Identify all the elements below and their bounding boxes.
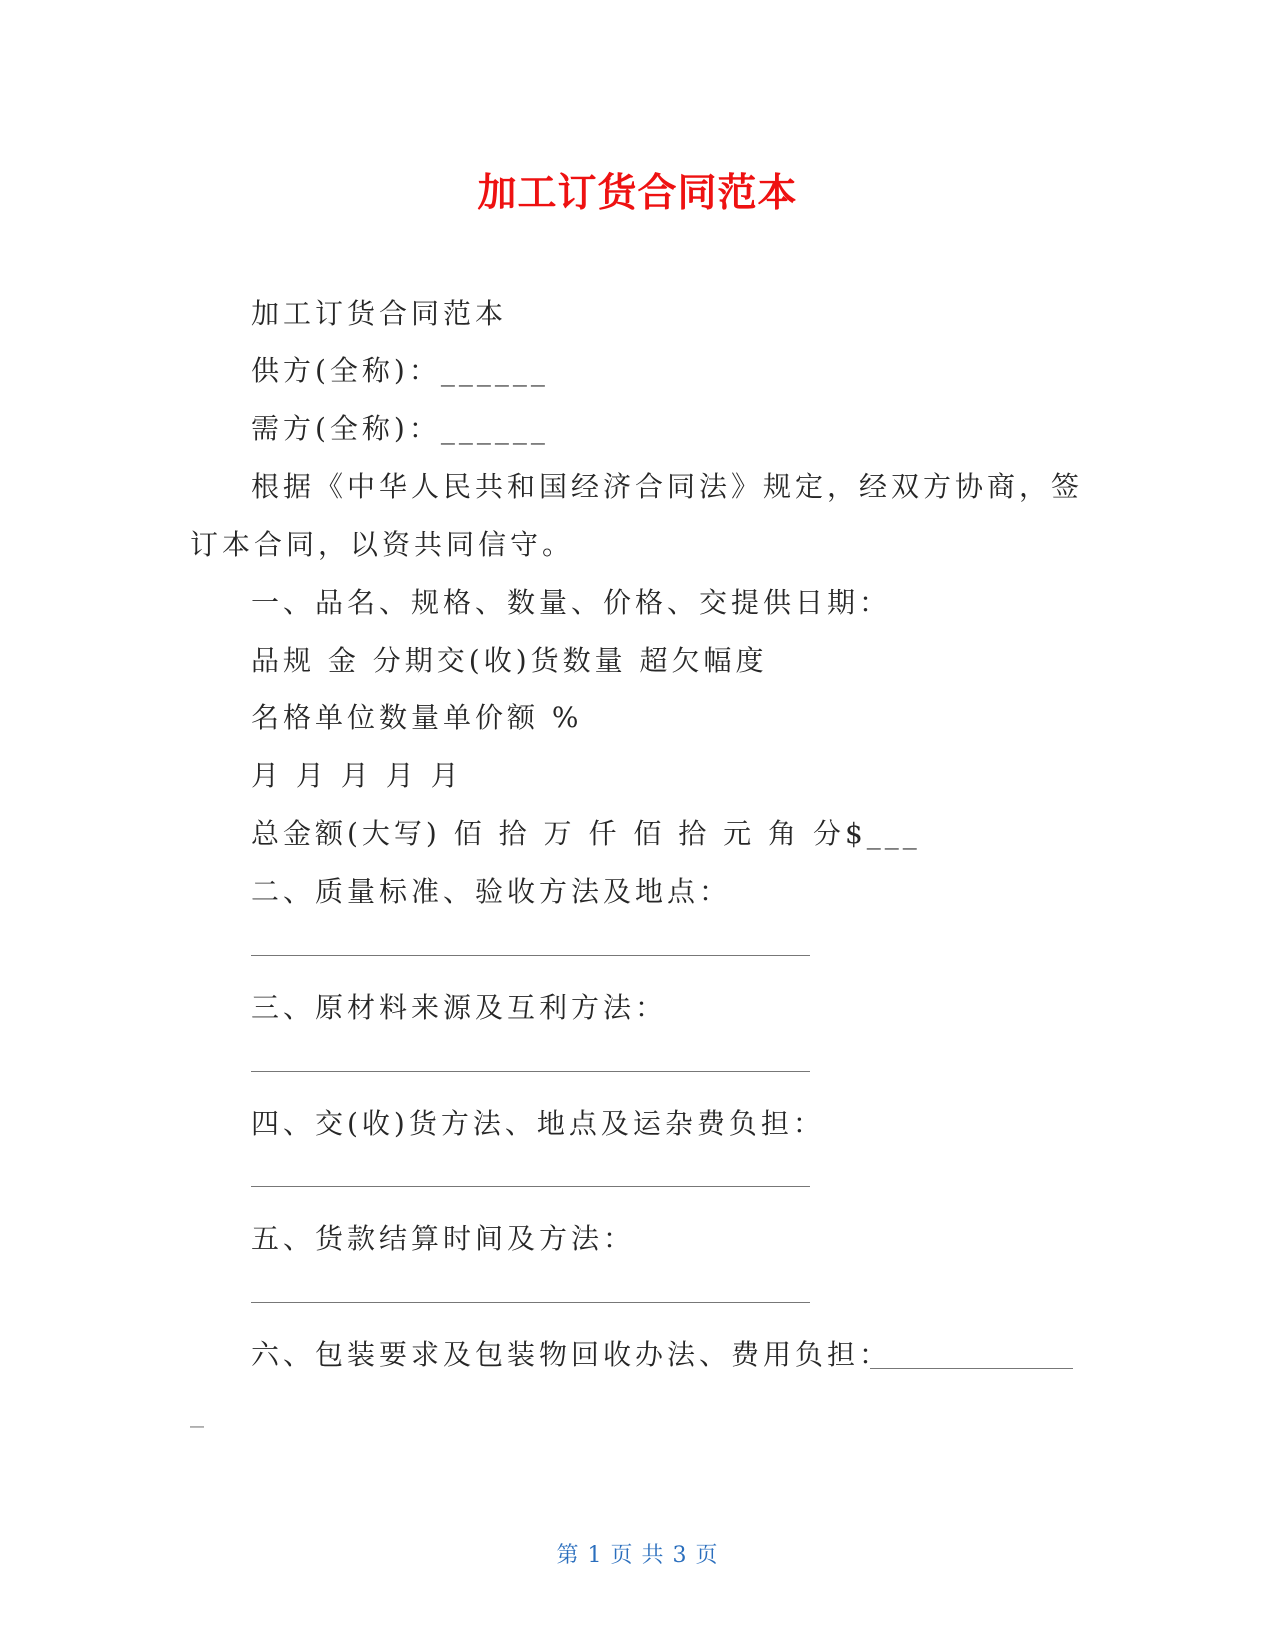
footer-prefix: 第	[556, 1543, 580, 1568]
table-month-row: 月 月 月 月 月	[251, 759, 463, 792]
section-6-blank-continuation: _	[190, 1395, 208, 1428]
section-4-blank-rule	[251, 1186, 810, 1187]
footer-total-pages: 3	[672, 1543, 688, 1568]
preamble-line-1: 根据《中华人民共和国经济合同法》规定，经双方协商，签	[251, 470, 1084, 503]
section-6-heading: 六、包装要求及包装物回收办法、费用负担：	[251, 1338, 892, 1371]
section-5-blank-rule	[251, 1302, 810, 1303]
section-1-heading: 一、品名、规格、数量、价格、交提供日期：	[251, 586, 892, 619]
table-header-row-2: 名格单位数量单价额 %	[251, 701, 583, 734]
page-footer	[0, 1538, 1275, 1569]
table-header-row-1: 品规 金 分期交(收)货数量 超欠幅度	[251, 644, 768, 677]
footer-suffix: 页	[695, 1543, 719, 1568]
section-2-heading: 二、质量标准、验收方法及地点：	[251, 875, 732, 908]
section-5-heading: 五、货款结算时间及方法：	[251, 1222, 636, 1255]
contract-heading: 加工订货合同范本	[251, 297, 508, 330]
section-2-blank-rule	[251, 955, 810, 956]
supplier-line: 供方(全称)：______	[251, 354, 549, 387]
section-3-blank-rule	[251, 1071, 810, 1072]
section-3-heading: 三、原材料来源及互利方法：	[251, 991, 668, 1024]
section-4-heading: 四、交(收)货方法、地点及运杂费负担：	[251, 1107, 825, 1140]
footer-page-label: 页	[610, 1543, 634, 1568]
buyer-line: 需方(全称)：______	[251, 412, 549, 445]
total-amount-line: 总金额(大写) 佰 拾 万 仟 佰 拾 元 角 分$___	[251, 817, 921, 850]
footer-total-label: 共	[641, 1543, 665, 1568]
footer-page-number: 1	[587, 1543, 603, 1568]
preamble-line-2: 订本合同，以资共同信守。	[190, 528, 575, 561]
document-title: 加工订货合同范本	[477, 171, 798, 216]
section-6-blank-rule	[870, 1368, 1073, 1369]
